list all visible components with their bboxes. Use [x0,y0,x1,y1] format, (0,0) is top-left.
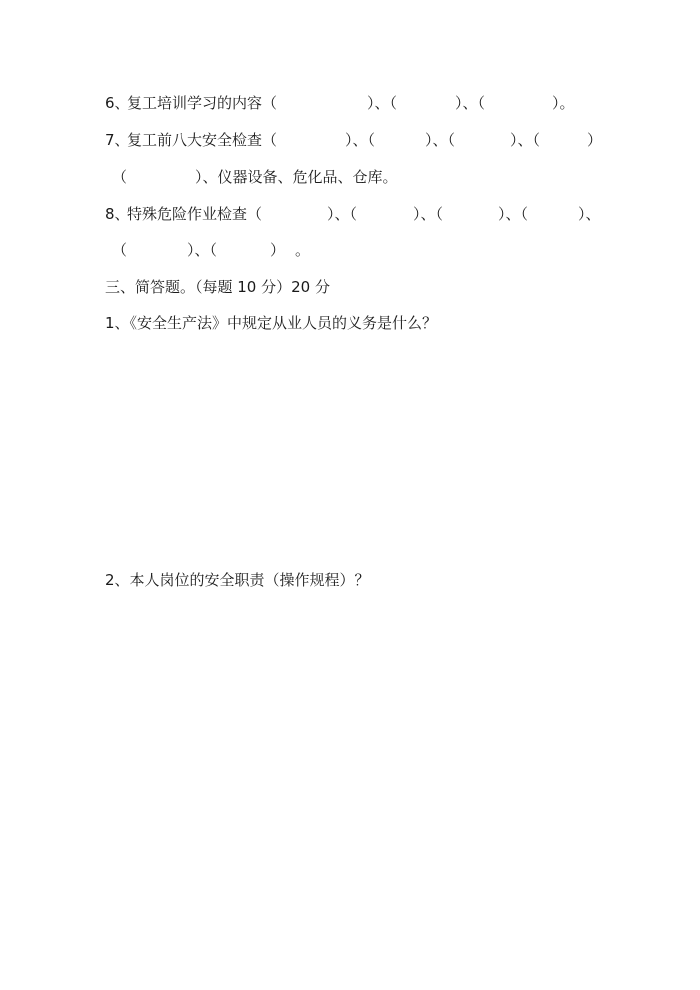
blank-separator: ）、（ [455,94,486,112]
end-mark: 。 [295,241,311,259]
question-text: 特殊危险作业检查（ [127,205,263,223]
blank-separator: ）、（ [498,205,529,223]
blank-separator: ）、（ [367,94,398,112]
fill-question-6 [105,93,625,113]
blank-separator: ）、 [578,205,601,223]
fill-question-8-continued [112,240,332,260]
blank-separator: ） [587,131,603,149]
question-number: 6、 [105,94,130,112]
fill-question-8 [105,204,605,224]
blank-open: （ [112,168,128,186]
blank-separator: ）、（ [413,205,444,223]
blank-open: （ [112,241,128,259]
blank-close: ） [270,241,286,259]
question-number: 8、 [105,205,130,223]
blank-separator: ）、（ [425,131,456,149]
short-answer-question-1: 1、《安全生产法》中规定从业人员的义务是什么？ [105,314,438,332]
question-text: 复工培训学习的内容（ [127,94,278,112]
blank-separator: ）。 [552,94,575,112]
blank-separator: ）、（ [327,205,358,223]
blank-separator: ）、（ [510,131,541,149]
fill-question-7-continued [112,167,432,187]
question-text: ）、仪器设备、危化品、仓库。 [195,168,398,186]
question-text: 复工前八大安全检查（ [127,131,278,149]
blank-separator: ）、（ [345,131,376,149]
section-heading: 三、简答题。（每题 10 分）20 分 [105,278,330,296]
short-answer-question-2: 2、本人岗位的安全职责（操作规程）？ [105,571,370,589]
question-number: 7、 [105,131,130,149]
fill-question-7 [105,130,605,150]
blank-separator: ）、（ [187,241,218,259]
